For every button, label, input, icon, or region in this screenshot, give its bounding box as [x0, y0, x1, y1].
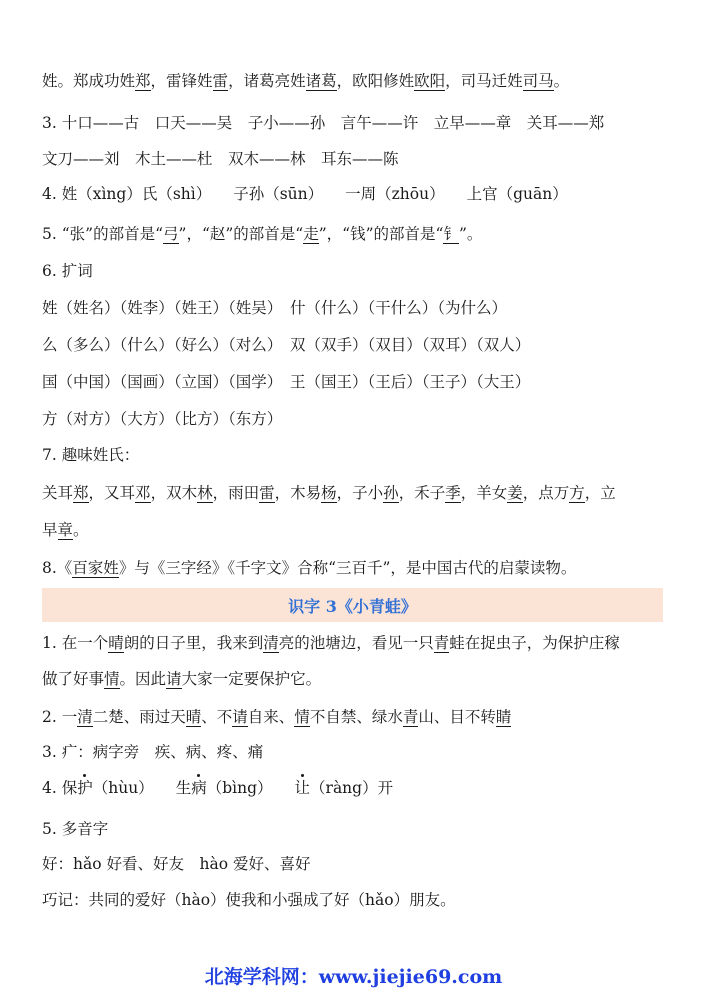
- mnemonic-line: 巧记：共同的爱好（hào）使我和小强成了好（hǎo）朋友。: [42, 891, 456, 909]
- text: ，羊女: [460, 484, 508, 502]
- underlined-text: 走: [303, 225, 319, 243]
- underlined-text: 情: [104, 670, 120, 688]
- text: 4. 姓（xìng）氏（shì）: [42, 185, 212, 203]
- text: ，司马迁姓: [445, 72, 523, 90]
- text: 、不: [201, 708, 233, 726]
- underlined-text: 姜: [507, 484, 523, 502]
- text: 山、目不转: [418, 708, 496, 726]
- underlined-text: 晴: [108, 634, 124, 652]
- character-split-line-2: 文刀——刘 木土——杜 双木——林 耳东——陈: [42, 150, 399, 168]
- text: ”，“赵”的部首是“: [178, 225, 304, 243]
- underlined-text: 百家姓: [72, 559, 119, 577]
- text: 早: [42, 521, 58, 539]
- text: 。: [73, 521, 89, 539]
- text: 。: [553, 72, 570, 90]
- word-expansion-line: 么（多么）（什么）（好么）（对么） 双（双手）（双目）（双耳）（双人）: [42, 336, 531, 354]
- underlined-text: 雷: [259, 484, 275, 502]
- text: （ràng）开: [310, 779, 394, 797]
- section-heading: 6. 扩词: [42, 262, 93, 280]
- radical-example-line: 3. 疒：病字旁 疾、病、疼、痛: [42, 743, 264, 761]
- three-classics-line: [42, 557, 672, 579]
- text: 关耳: [42, 484, 74, 502]
- text: ，雨田: [212, 484, 260, 502]
- text: ”。: [458, 225, 483, 243]
- text: 4. 保: [42, 779, 78, 797]
- text: ，双木: [150, 484, 198, 502]
- fun-surnames-line: [42, 482, 672, 504]
- word-expansion-line: 方（对方）（大方）（比方）（东方）: [42, 410, 283, 428]
- text: 8.《: [42, 559, 73, 577]
- underlined-text: 郑: [135, 72, 151, 90]
- text: ，雷锋姓: [150, 72, 213, 90]
- section-heading: 7. 趣味姓氏：: [42, 446, 140, 464]
- pinyin-line: [42, 183, 672, 205]
- underlined-text: 清: [263, 634, 279, 652]
- idioms-line: [42, 706, 672, 728]
- text: 亮的池塘边，看见一只: [278, 634, 434, 652]
- underlined-text: 方: [569, 484, 585, 502]
- underlined-text: 清: [77, 708, 93, 726]
- fun-surnames-line-2: [42, 519, 672, 541]
- lesson-title-bar: [42, 588, 663, 622]
- text: 自来、: [247, 708, 295, 726]
- text: ，欧阳修姓: [336, 72, 415, 90]
- underlined-text: 诸葛: [305, 72, 337, 90]
- story-line-1: [42, 632, 672, 654]
- underlined-text: 章: [57, 521, 74, 539]
- text: 蛙在捉虫子，为保护庄稼: [449, 634, 620, 652]
- text: ”，“钱”的部首是“: [318, 225, 444, 243]
- text: 生: [175, 779, 192, 797]
- underlined-text: 情: [294, 708, 310, 726]
- polyphone-line: 好：hǎo 好看、好友 hào 爱好、喜好: [42, 855, 311, 873]
- text: 上官（guān）: [466, 185, 568, 203]
- text: ，立: [584, 484, 616, 502]
- text: 5. “张”的部首是“: [42, 225, 163, 243]
- text: 做了好事: [42, 670, 105, 688]
- text: ，木易: [274, 484, 322, 502]
- underlined-text: 青: [433, 634, 450, 652]
- word-expansion-line: 姓（姓名）（姓李）（姓王）（姓吴） 什（什么）（干什么）（为什么）: [42, 299, 508, 317]
- underlined-text: 邓: [135, 484, 151, 502]
- underlined-text: 季: [445, 484, 461, 502]
- radical-line: [42, 223, 672, 245]
- text: （hùu）: [92, 779, 154, 797]
- lesson-title: 识字 3《小青蛙》: [288, 596, 417, 616]
- text: 2. 一: [42, 708, 78, 726]
- underlined-text: 欧阳: [414, 72, 446, 90]
- underlined-text: 林: [197, 484, 213, 502]
- underlined-text: 晴: [185, 708, 202, 726]
- underlined-text: 弓: [163, 225, 179, 243]
- underlined-text: 杨: [321, 484, 337, 502]
- word-expansion-line: 国（中国）（国画）（立国）（国学） 王（国王）（王后）（王子）（大王）: [42, 373, 531, 391]
- text: （bìng）: [206, 779, 273, 797]
- underlined-text: 孙: [383, 484, 399, 502]
- underlined-text: 雷: [212, 72, 229, 90]
- text: 二楚、雨过天: [92, 708, 186, 726]
- section-heading: 5. 多音字: [42, 820, 109, 838]
- dotted-character: 护: [77, 779, 93, 797]
- underlined-text: 青: [402, 708, 419, 726]
- surname-examples-line: [42, 70, 672, 92]
- text: ，子小: [336, 484, 384, 502]
- character-split-line-1: 3. 十口——古 口天——吴 子小——孙 言午——许 立早——章 关耳——郑: [42, 114, 605, 132]
- underlined-text: 请: [232, 708, 248, 726]
- text: 一周（zhōu）: [345, 185, 445, 203]
- footer-watermark: 北海学科网：www.jiejie69.com: [204, 966, 503, 988]
- underlined-text: 请: [166, 670, 182, 688]
- dotted-character: 让: [294, 779, 311, 797]
- text: ，点万: [522, 484, 570, 502]
- text: 不自禁、绿水: [309, 708, 403, 726]
- text: 1. 在一个: [42, 634, 109, 652]
- text: ，又耳: [88, 484, 136, 502]
- text: ，诸葛亮姓: [228, 72, 306, 90]
- text: ，禾子: [398, 484, 446, 502]
- story-line-2: [42, 668, 672, 690]
- text: 朗的日子里，我来到: [123, 634, 264, 652]
- dotted-character: 病: [191, 779, 207, 797]
- underlined-text: 钅: [443, 225, 459, 243]
- pinyin-line-2: [42, 777, 672, 799]
- text: 大家一定要保护它。: [181, 670, 322, 688]
- text: 。因此: [119, 670, 167, 688]
- text: 》与《三字经》《千字文》合称“三百千”，是中国古代的启蒙读物。: [118, 559, 577, 577]
- underlined-text: 睛: [495, 708, 512, 726]
- underlined-text: 司马: [522, 72, 554, 90]
- text: 子孙（sūn）: [233, 185, 324, 203]
- text: 姓。郑成功姓: [42, 72, 136, 90]
- underlined-text: 郑: [73, 484, 89, 502]
